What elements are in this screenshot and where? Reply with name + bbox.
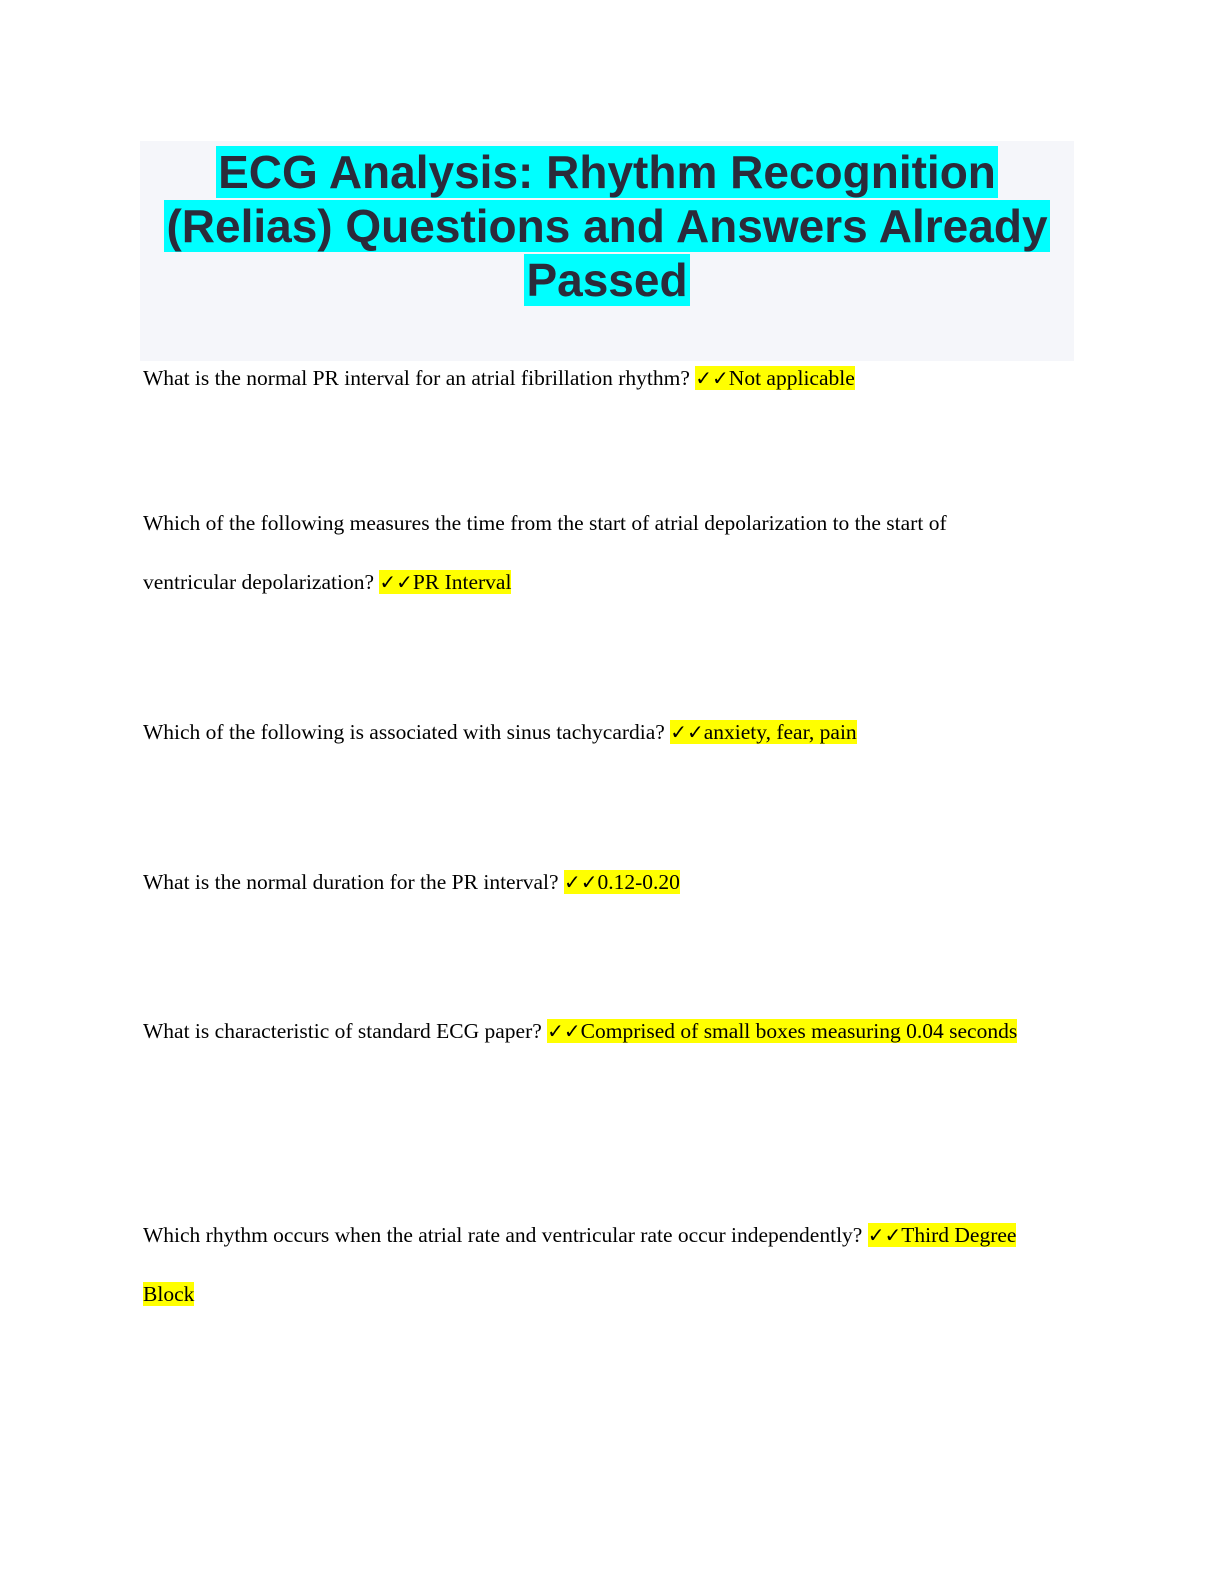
answer-text: 0.12-0.20 [597, 870, 680, 894]
answer-highlight [564, 870, 680, 894]
double-check-icon: ✓✓ [670, 720, 704, 744]
double-check-icon: ✓✓ [547, 1019, 581, 1043]
answer-text: PR Interval [412, 570, 512, 594]
answer-text: Comprised of small boxes measuring 0.04 seconds [580, 1019, 1018, 1043]
answer-text: Third Degree Block [143, 1223, 1017, 1306]
question-text: Which rhythm occurs when the atrial rate and ventricular rate occur independently? [143, 1223, 868, 1247]
answer-text: anxiety, fear, pain [703, 720, 857, 744]
answer-highlight [670, 720, 856, 744]
document-title [140, 141, 1074, 307]
question-text: Which of the following measures the time from the start of atrial depolarization to the start of ventricular depolarization? [143, 511, 947, 594]
qa-item [143, 1206, 1043, 1324]
qa-item [143, 703, 1043, 762]
double-check-icon: ✓✓ [695, 366, 729, 390]
qa-item [143, 494, 1043, 612]
qa-item [143, 853, 1043, 912]
double-check-icon: ✓✓ [563, 870, 598, 894]
answer-highlight [547, 1019, 1017, 1043]
question-text: What is the normal duration for the PR interval? [143, 870, 564, 894]
answer-highlight [695, 366, 854, 390]
qa-item [143, 349, 1043, 408]
question-text: What is characteristic of standard ECG paper? [143, 1019, 548, 1043]
title-box [140, 141, 1074, 361]
question-text: What is the normal PR interval for an atrial fibrillation rhythm? [143, 366, 696, 390]
title-line: (Relias) Questions and Answers Already [166, 200, 1048, 252]
question-text: Which of the following is associated with sinus tachycardia? [143, 720, 671, 744]
answer-text: Not applicable [728, 366, 855, 390]
double-check-icon: ✓✓ [867, 1223, 902, 1247]
double-check-icon: ✓✓ [379, 570, 413, 594]
title-line: ECG Analysis: Rhythm Recognition [218, 146, 996, 198]
answer-highlight [379, 570, 511, 594]
qa-item [143, 1002, 1043, 1061]
title-line: Passed [526, 254, 688, 306]
